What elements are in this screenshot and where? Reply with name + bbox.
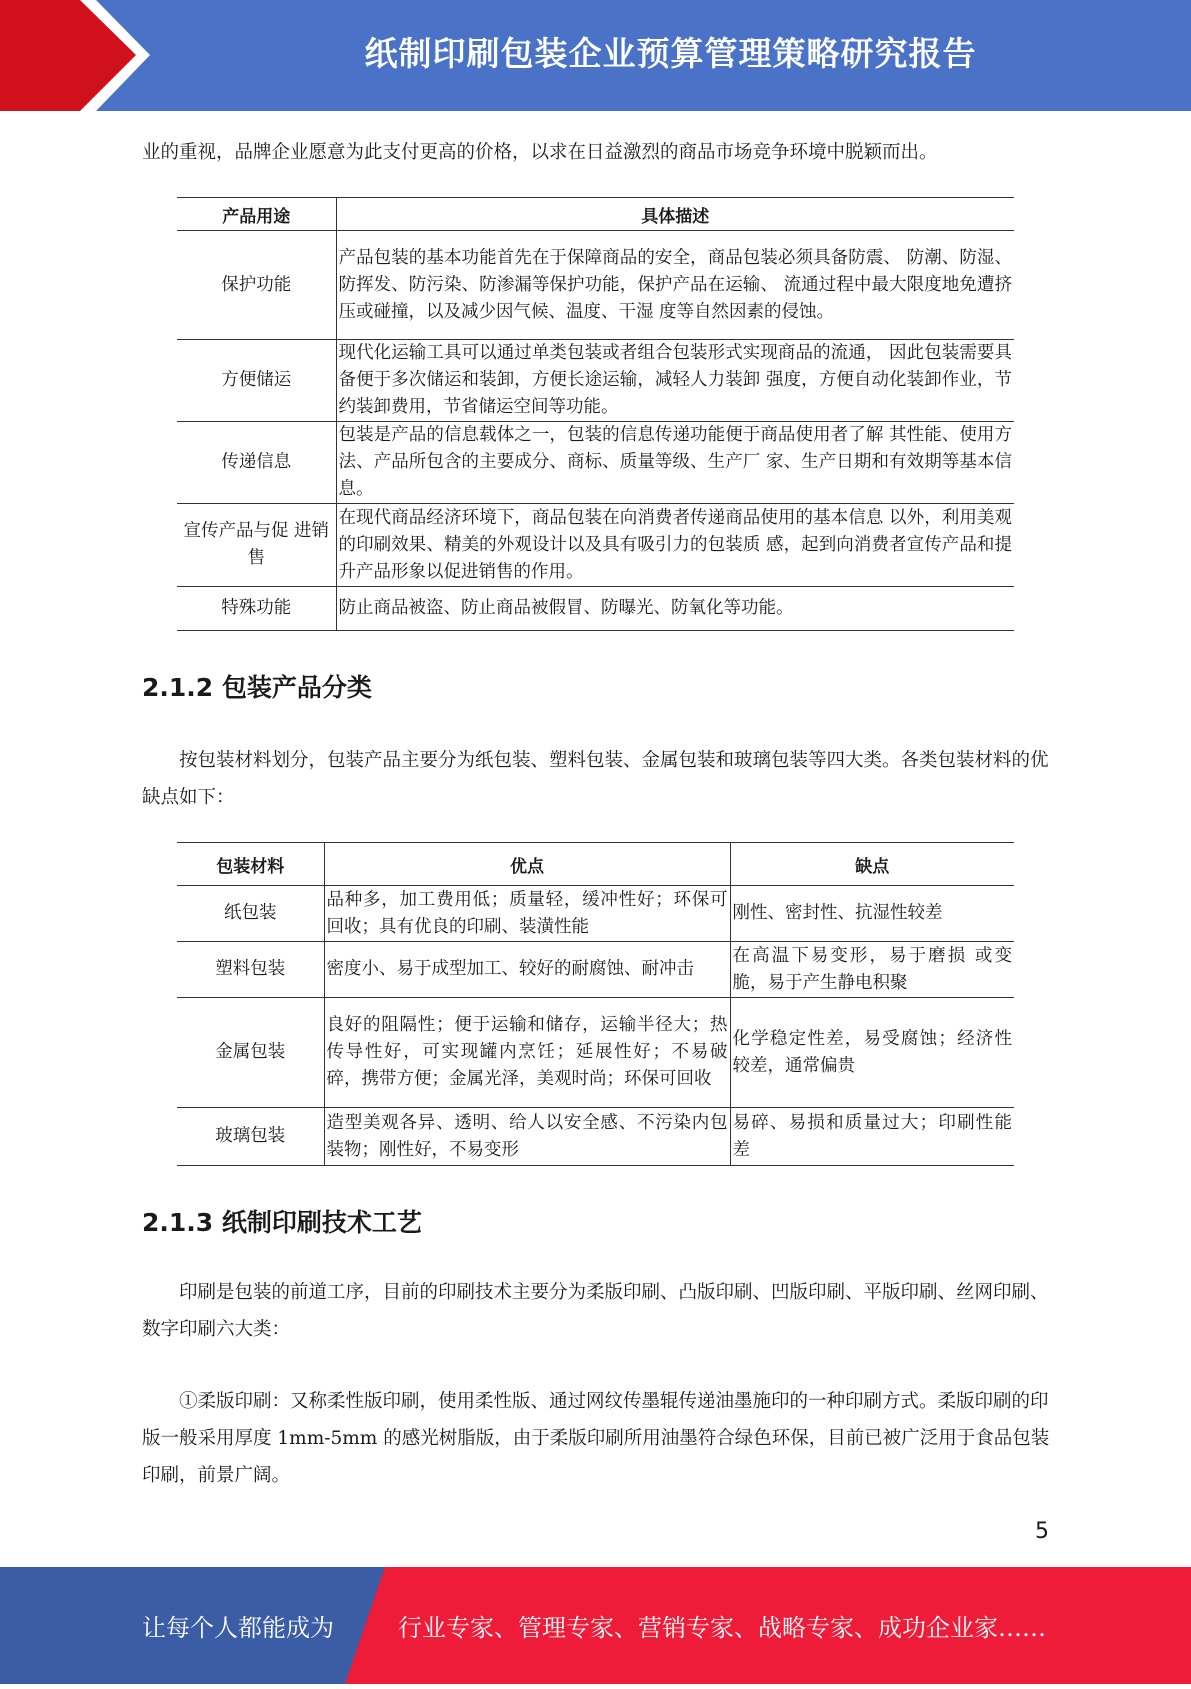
use-description: 现代化运输工具可以通过单类包装或者组合包装形式实现商品的流通， 因此包装需要具备便于多次储运和装卸，方便长途运输，减轻人力装卸 强度，方便自动化装卸作业，节约装卸费用，节省储运空间等功能。 — [336, 340, 1014, 422]
printing-intro-paragraph: 印刷是包装的前道工序，目前的印刷技术主要分为柔版印刷、凸版印刷、凹版印刷、平版印刷、丝网印刷、数字印刷六大类： — [142, 1282, 1049, 1340]
column-header-use: 产品用途 — [177, 198, 336, 231]
packaging-material-table — [177, 842, 1014, 1166]
column-header-pros: 优点 — [324, 843, 730, 886]
page-number: 5 — [1035, 1519, 1049, 1544]
material-cons: 易碎、易损和质量过大；印刷性能差 — [730, 1108, 1014, 1166]
material-name: 金属包装 — [177, 998, 324, 1108]
material-pros: 品种多，加工费用低；质量轻，缓冲性好；环保可回收；具有优良的印刷、装潢性能 — [324, 886, 730, 942]
material-cons: 化学稳定性差，易受腐蚀；经济性较差，通常偏贵 — [730, 998, 1014, 1108]
table-row — [177, 587, 1014, 631]
table-row — [177, 1108, 1014, 1166]
section-heading-2-1-3: 2.1.3 纸制印刷技术工艺 — [142, 1208, 422, 1237]
column-header-cons: 缺点 — [730, 843, 1014, 886]
material-pros: 密度小、易于成型加工、较好的耐腐蚀、耐冲击 — [324, 942, 730, 998]
header-arrow — [0, 0, 136, 111]
material-cons: 在高温下易变形，易于磨损 或变脆，易于产生静电积聚 — [730, 942, 1014, 998]
product-use: 保护功能 — [177, 231, 336, 340]
use-description: 在现代商品经济环境下，商品包装在向消费者传递商品使用的基本信息 以外，利用美观的印刷效果、精美的外观设计以及具有吸引力的包装质 感，起到向消费者宣传产品和提升产品形象以促进销售的作用。 — [336, 504, 1014, 587]
table-row — [177, 886, 1014, 942]
use-description: 包装是产品的信息载体之一，包装的信息传递功能便于商品使用者了解 其性能、使用方法、产品所包含的主要成分、商标、质量等级、生产厂 家、生产日期和有效期等基本信息。 — [336, 422, 1014, 504]
product-use: 传递信息 — [177, 422, 336, 504]
table-row — [177, 998, 1014, 1108]
table-row — [177, 231, 1014, 340]
flexo-printing-paragraph: ①柔版印刷：又称柔性版印刷，使用柔性版、通过网纹传墨辊传递油墨施印的一种印刷方式。柔版印刷的印版一般采用厚度 1mm-5mm 的感光树脂版，由于柔版印刷所用油墨符合绿色环保，目前已被广泛用于食品包装印刷，前景广阔。 — [142, 1391, 1050, 1486]
material-pros: 良好的阻隔性；便于运输和储存，运输半径大；热传导性好，可实现罐内烹饪；延展性好；不易破碎，携带方便；金属光泽，美观时尚；环保可回收 — [324, 998, 730, 1108]
column-header-material: 包装材料 — [177, 843, 324, 886]
product-use: 宣传产品与促 进销售 — [177, 504, 336, 587]
table-row — [177, 504, 1014, 587]
material-cons: 刚性、密封性、抗湿性较差 — [730, 886, 1014, 942]
use-description: 产品包装的基本功能首先在于保障商品的安全，商品包装必须具备防震、 防潮、防湿、防挥发、防污染、防渗漏等保护功能，保护产品在运输、 流通过程中最大限度地免遭挤压或碰撞，以及减少因气候、温度、干湿 度等自然因素的侵蚀。 — [336, 231, 1014, 340]
table-row — [177, 942, 1014, 998]
classification-paragraph: 按包装材料划分，包装产品主要分为纸包装、塑料包装、金属包装和玻璃包装等四大类。各类包装材料的优缺点如下： — [142, 750, 1049, 808]
report-title: 纸制印刷包装企业预算管理策略研究报告 — [364, 34, 977, 73]
material-name: 塑料包装 — [177, 942, 324, 998]
page-footer — [0, 1567, 1191, 1684]
material-pros: 造型美观各异、透明、给人以安全感、不污染内包装物；刚性好，不易变形 — [324, 1108, 730, 1166]
table-row — [177, 340, 1014, 422]
product-use: 特殊功能 — [177, 587, 336, 631]
section-heading-2-1-2: 2.1.2 包装产品分类 — [142, 673, 372, 702]
table-row — [177, 422, 1014, 504]
intro-paragraph: 业的重视，品牌企业愿意为此支付更高的价格，以求在日益激烈的商品市场竞争环境中脱颖而出。 — [142, 142, 938, 163]
footer-slogan-left: 让每个人都能成为 — [142, 1614, 334, 1642]
footer-slogan-right: 行业专家、管理专家、营销专家、战略专家、成功企业家…… — [398, 1614, 1046, 1642]
column-header-description: 具体描述 — [336, 198, 1014, 231]
material-name: 纸包装 — [177, 886, 324, 942]
material-name: 玻璃包装 — [177, 1108, 324, 1166]
product-use-table — [177, 197, 1014, 631]
page-header — [0, 0, 1191, 111]
use-description: 防止商品被盗、防止商品被假冒、防曝光、防氧化等功能。 — [336, 587, 1014, 631]
product-use: 方便储运 — [177, 340, 336, 422]
